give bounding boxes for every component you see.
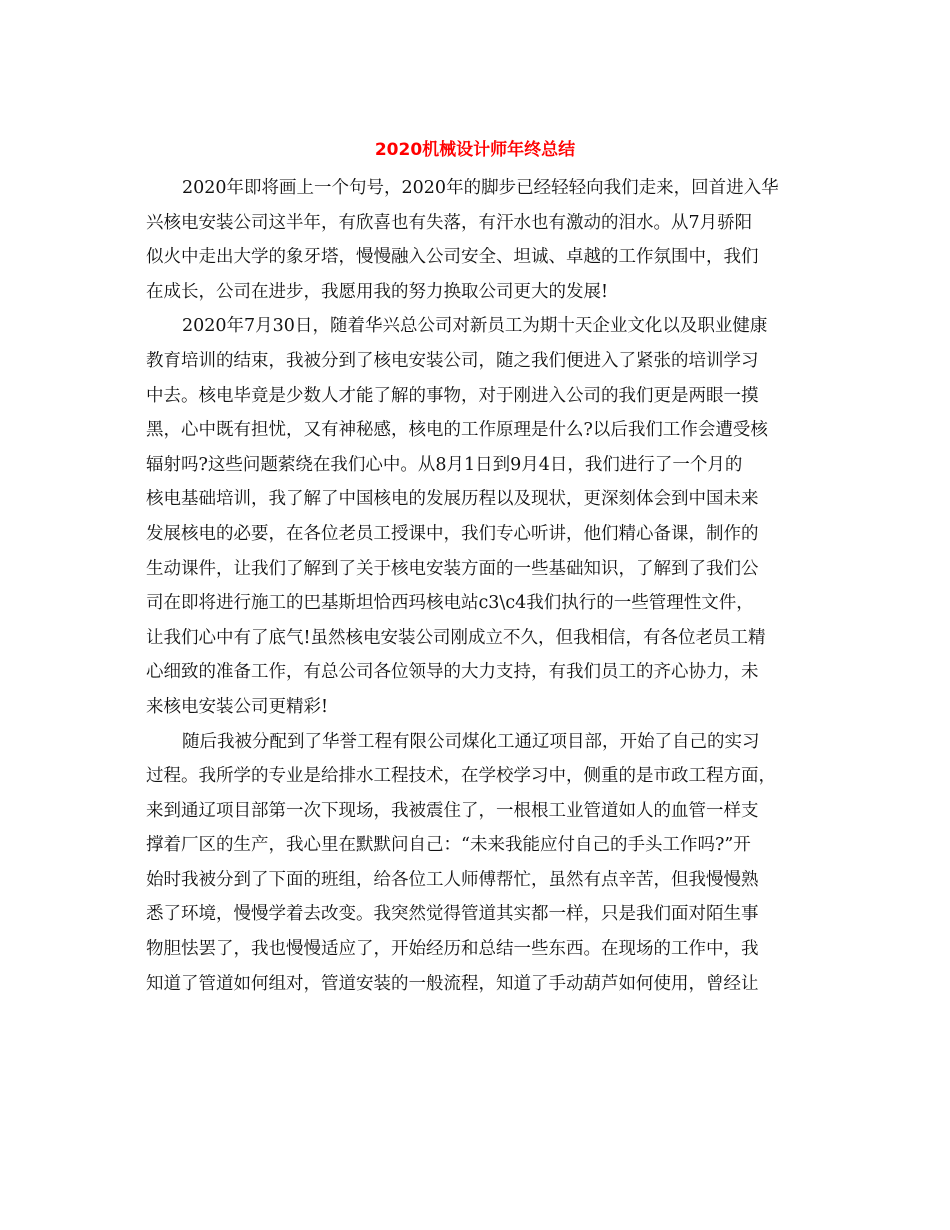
text-line: 心细致的准备工作，有总公司各位领导的大力支持，有我们员工的齐心协力，未 bbox=[146, 662, 759, 683]
text-line: 让我们心中有了底气!虽然核电安装公司刚成立不久，但我相信，有各位老员工精 bbox=[146, 627, 766, 648]
text-line: 在成长，公司在进步，我愿用我的努力换取公司更大的发展! bbox=[146, 281, 609, 302]
text-line: 始时我被分到了下面的班组，给各位工人师傅帮忙，虽然有点辛苦，但我慢慢熟 bbox=[146, 869, 759, 890]
text-line: 物胆怯罢了，我也慢慢适应了，开始经历和总结一些东西。在现场的工作中，我 bbox=[146, 939, 759, 960]
text-line: 随后我被分配到了华誉工程有限公司煤化工通辽项目部，开始了自己的实习 bbox=[182, 731, 760, 752]
text-line: 黑，心中既有担忧，又有神秘感，核电的工作原理是什么?以后我们工作会遭受核 bbox=[146, 420, 768, 441]
document-title: 2020机械设计师年终总结 bbox=[374, 140, 576, 160]
text-line: 来到通辽项目部第一次下现场，我被震住了，一根根工业管道如人的血管一样支 bbox=[146, 800, 759, 821]
document-body bbox=[146, 171, 808, 1001]
text-line: 撑着厂区的生产，我心里在默默问自己：“未来我能应付自己的手头工作吗?”开 bbox=[146, 835, 751, 856]
text-line: 兴核电安装公司这半年，有欣喜也有失落，有汗水也有激动的泪水。从7月骄阳 bbox=[146, 212, 753, 233]
text-line: 辐射吗?这些问题萦绕在我们心中。从8月1日到9月4日，我们进行了一个月的 bbox=[146, 454, 743, 475]
text-line: 2020年即将画上一个句号，2020年的脚步已经轻轻向我们走来，回首进入华 bbox=[182, 178, 779, 198]
text-line: 知道了管道如何组对，管道安装的一般流程，知道了手动葫芦如何使用，曾经让 bbox=[146, 973, 759, 994]
text-line: 核电基础培训，我了解了中国核电的发展历程以及现状，更深刻体会到中国未来 bbox=[146, 489, 759, 510]
text-line: 过程。我所学的专业是给排水工程技术，在学校学习中，侧重的是市政工程方面， bbox=[146, 766, 776, 787]
text-line: 司在即将进行施工的巴基斯坦恰西玛核电站c3\c4我们执行的一些管理性文件， bbox=[146, 593, 754, 614]
text-line: 来核电安装公司更精彩! bbox=[146, 696, 329, 717]
text-line: 发展核电的必要，在各位老员工授课中，我们专心听讲，他们精心备课，制作的 bbox=[146, 523, 759, 544]
text-line: 生动课件，让我们了解到了关于核电安装方面的一些基础知识，了解到了我们公 bbox=[146, 558, 759, 579]
text-line: 悉了环境，慢慢学着去改变。我突然觉得管道其实都一样，只是我们面对陌生事 bbox=[146, 904, 759, 925]
text-line: 2020年7月30日，随着华兴总公司对新员工为期十天企业文化以及职业健康 bbox=[182, 316, 768, 337]
text-line: 似火中走出大学的象牙塔，慢慢融入公司安全、坦诚、卓越的工作氛围中，我们 bbox=[146, 247, 759, 268]
text-line: 中去。核电毕竟是少数人才能了解的事物，对于刚进入公司的我们更是两眼一摸 bbox=[146, 385, 759, 406]
text-line: 教育培训的结束，我被分到了核电安装公司，随之我们便进入了紧张的培训学习 bbox=[146, 350, 759, 371]
